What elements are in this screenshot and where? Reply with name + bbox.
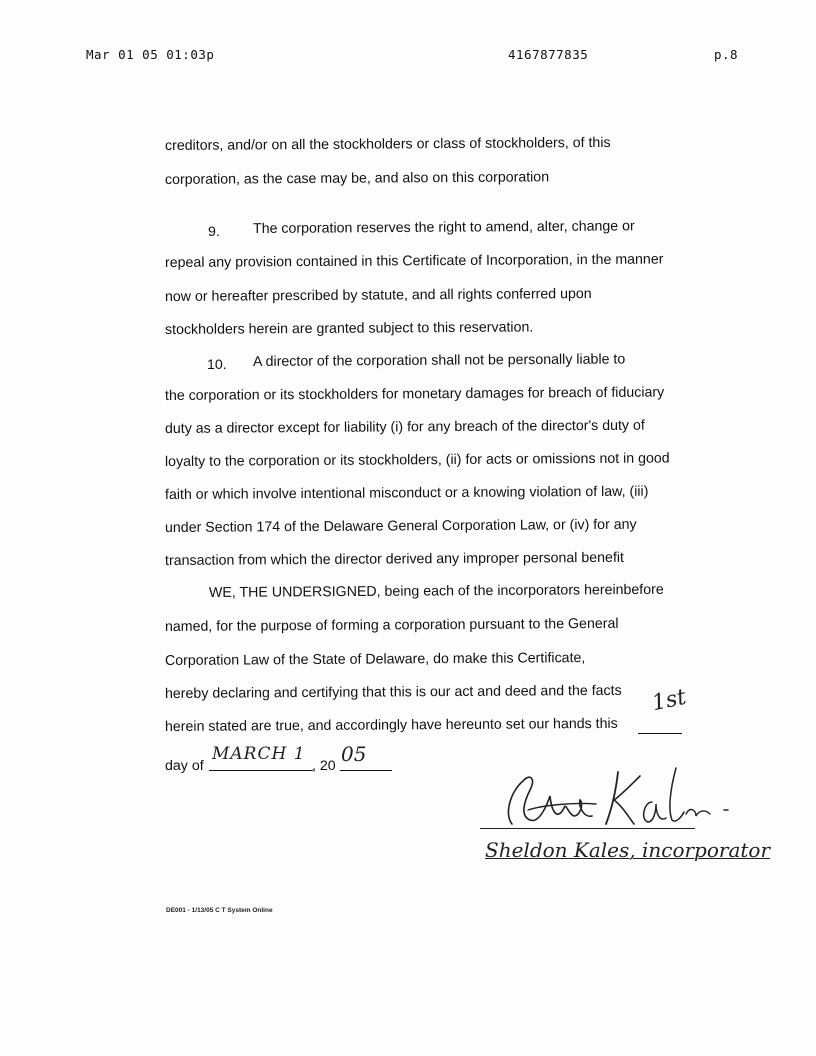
handwritten-year: 05 (341, 742, 367, 766)
body-line: faith or which involve intentional misconduct or a knowing violation of law, (iii) (164, 483, 649, 503)
body-line: Corporation Law of the State of Delaware, do make this Certificate, (164, 650, 586, 669)
body-line: loyalty to the corporation or its stockholders, (ii) for acts or omissions not in good (164, 450, 670, 470)
body-line: hereby declaring and certifying that this is our act and deed and the facts (164, 682, 622, 702)
handwritten-day: 1st (649, 684, 689, 717)
signature-line (480, 828, 695, 829)
printed-name-incorporator: Sheldon Kales, incorporator (485, 838, 771, 862)
body-line: the corporation or its stockholders for monetary damages for breach of fiduciary (164, 384, 665, 404)
handwritten-month: MARCH 1 (212, 744, 306, 764)
fax-header-phone: 4167877835 (508, 47, 589, 62)
body-line: transaction from which the director derived any improper personal benefit (164, 549, 625, 569)
day-blank-line (638, 720, 682, 734)
body-line: now or hereafter prescribed by statute, and all rights conferred upon (164, 286, 592, 305)
body-line: named, for the purpose of forming a corporation pursuant to the General (164, 615, 619, 635)
body-line: herein stated are true, and accordingly have hereunto set our hands this (164, 715, 618, 735)
body-line: under Section 174 of the Delaware General Corporation Law, or (iv) for any (164, 516, 637, 536)
date-line-year-prefix: , 20 (312, 758, 336, 774)
date-line-prefix: day of (165, 758, 204, 774)
body-line: stockholders herein are granted subject to this reservation. (164, 319, 534, 338)
body-line: WE, THE UNDERSIGNED, being each of the incorporators hereinbefore (208, 581, 664, 601)
fax-header-page: p.8 (714, 47, 739, 62)
body-line: The corporation reserves the right to amend, alter, change or (252, 218, 635, 237)
body-line: creditors, and/or on all the stockholders or class of stockholders, of this (164, 134, 611, 154)
body-line: repeal any provision contained in this Certificate of Incorporation, in the manner (164, 251, 664, 271)
body-line: duty as a director except for liability (i) for any breach of the director's duty of (164, 417, 645, 437)
document-footer: DE001 - 1/13/05 C T System Online (166, 907, 273, 914)
paragraph-number-10: 10. (207, 357, 227, 373)
body-line: A director of the corporation shall not be personally liable to (252, 351, 626, 370)
signature-scribble (500, 762, 730, 837)
fax-header-date-time: Mar 01 05 01:03p (86, 47, 215, 62)
paragraph-number-9: 9. (208, 224, 220, 240)
body-line: corporation, as the case may be, and also on this corporation (164, 169, 550, 188)
